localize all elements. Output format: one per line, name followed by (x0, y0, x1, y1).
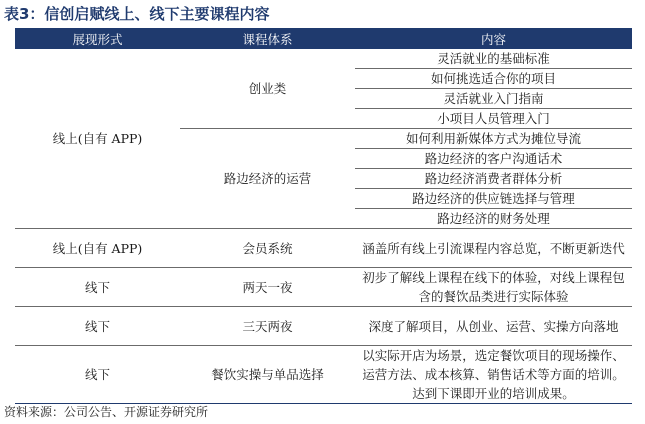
system-cell: 餐饮实操与单品选择 (180, 346, 355, 404)
content-cell: 路边经济消费者群体分析 (355, 169, 632, 189)
content-cell: 深度了解项目，从创业、运营、实操方向落地 (355, 307, 632, 346)
table-row (15, 268, 632, 307)
header-content: 内容 (355, 29, 632, 49)
content-cell: 如何利用新媒体方式为摊位导流 (355, 129, 632, 149)
form-cell: 线下 (15, 268, 180, 307)
system-cell: 路边经济的运营 (180, 129, 355, 229)
table-row (15, 307, 632, 346)
table-title: 表3：信创启赋线上、线下主要课程内容 (4, 5, 270, 23)
system-cell: 创业类 (180, 49, 355, 129)
form-cell: 线上(自有 APP) (15, 49, 180, 229)
table-row (15, 229, 632, 268)
content-cell: 小项目人员管理入门 (355, 109, 632, 129)
source-note: 资料来源：公司公告、开源证券研究所 (4, 405, 209, 419)
system-cell: 两天一夜 (180, 268, 355, 307)
form-cell: 线下 (15, 307, 180, 346)
content-cell: 如何挑选适合你的项目 (355, 69, 632, 89)
content-cell: 涵盖所有线上引流课程内容总览，不断更新迭代 (355, 229, 632, 268)
content-cell: 灵活就业的基础标准 (355, 49, 632, 69)
table-row (15, 49, 632, 69)
table-row (15, 346, 632, 404)
header-form: 展现形式 (15, 29, 180, 49)
content-cell: 灵活就业入门指南 (355, 89, 632, 109)
form-cell: 线上(自有 APP) (15, 229, 180, 268)
content-cell: 以实际开店为场景，选定餐饮项目的现场操作、运营方法、成本核算、销售话术等方面的培训。达到下课即开业的培训成果。 (355, 346, 632, 404)
system-cell: 会员系统 (180, 229, 355, 268)
content-cell: 初步了解线上课程在线下的体验，对线上课程包含的餐饮品类进行实际体验 (355, 268, 632, 307)
content-cell: 路边经济的客户沟通话术 (355, 149, 632, 169)
header-system: 课程体系 (180, 29, 355, 49)
content-cell: 路边经济的财务处理 (355, 209, 632, 229)
content-cell: 路边经济的供应链选择与管理 (355, 189, 632, 209)
course-table (15, 29, 632, 404)
header-row (15, 29, 632, 49)
form-cell: 线下 (15, 346, 180, 404)
system-cell: 三天两夜 (180, 307, 355, 346)
